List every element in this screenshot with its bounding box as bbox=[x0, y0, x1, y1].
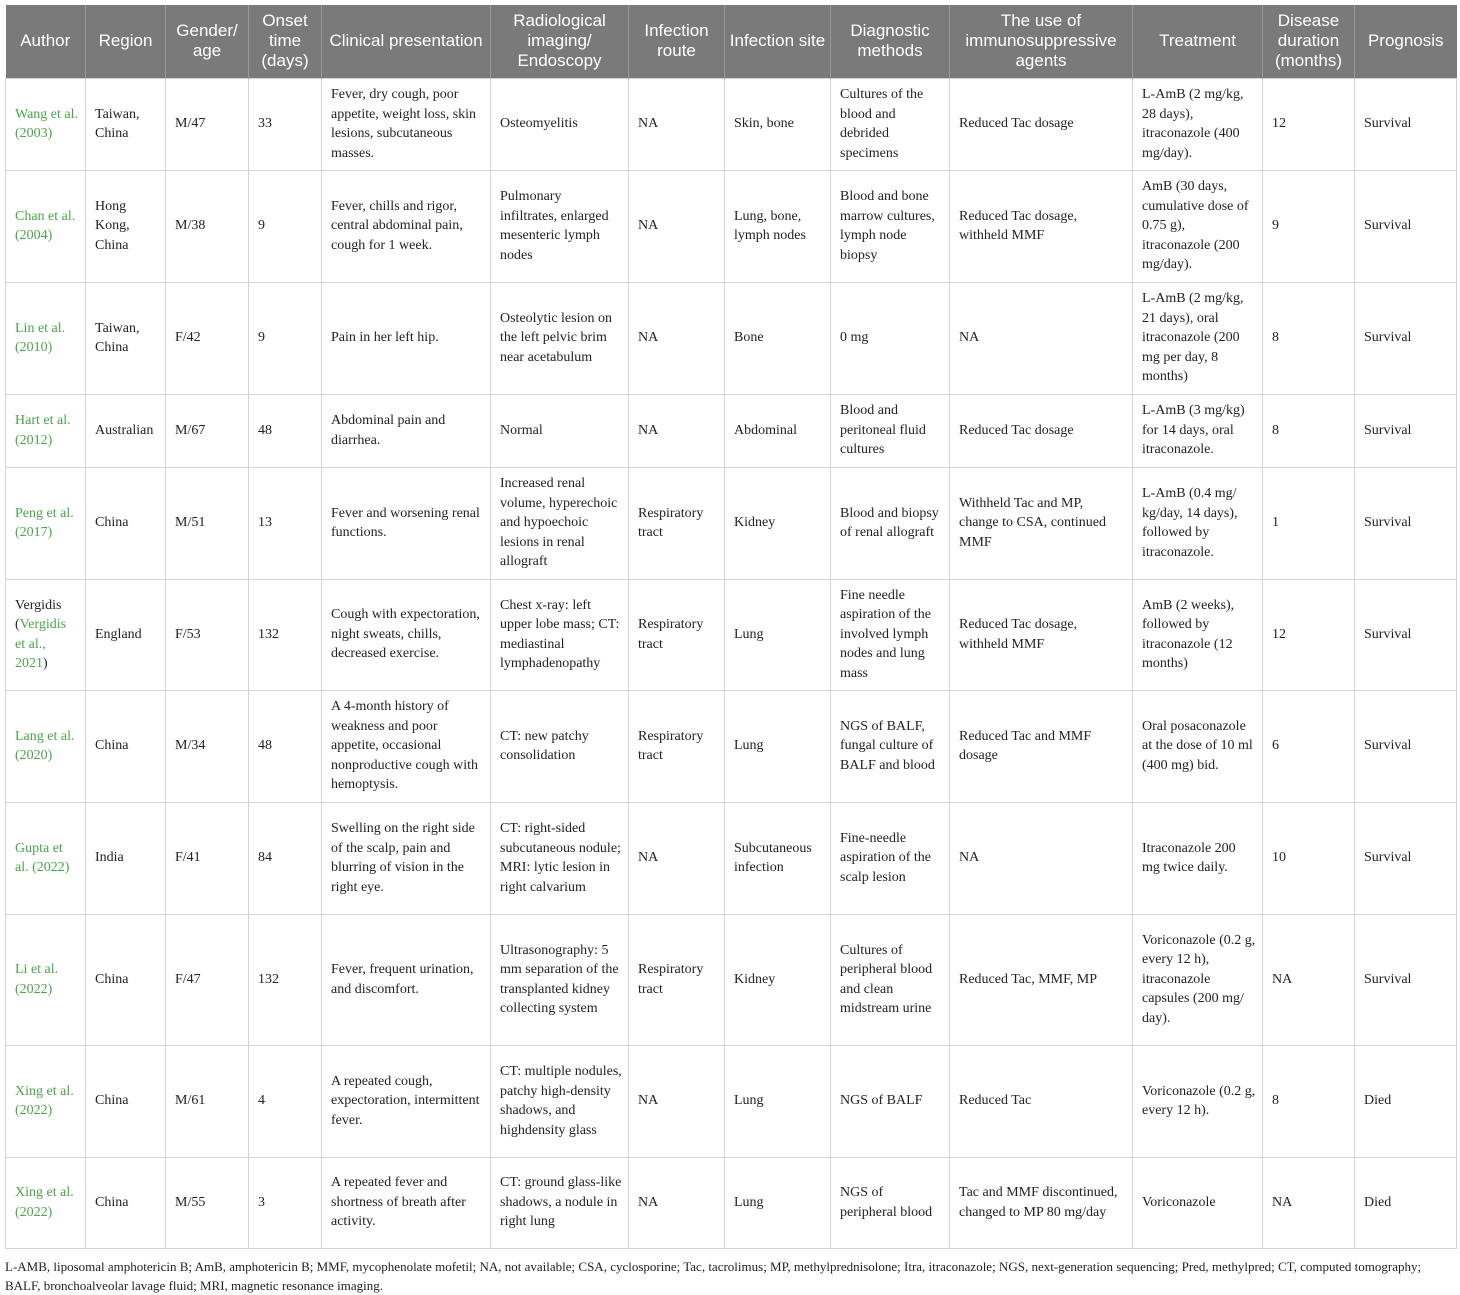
gender-age-cell: M/47 bbox=[166, 78, 249, 170]
route-cell: NA bbox=[629, 78, 725, 170]
author-citation-link[interactable]: Peng et al. (2017) bbox=[15, 505, 74, 540]
diagnostic-cell: Cultures of the blood and debrided specimens bbox=[831, 78, 950, 170]
gender-age-cell: F/53 bbox=[166, 579, 249, 690]
onset-cell: 4 bbox=[249, 1045, 322, 1157]
onset-cell: 84 bbox=[249, 802, 322, 914]
table-row bbox=[6, 78, 1457, 170]
clinical-cell: A repeated cough, expectoration, intermittent fever. bbox=[322, 1045, 491, 1157]
author-citation-link[interactable]: Li et al. (2022) bbox=[15, 962, 59, 997]
table-row bbox=[6, 914, 1457, 1045]
route-cell: NA bbox=[629, 1045, 725, 1157]
immuno-cell: Tac and MMF discontinued, changed to MP 80 mg/day bbox=[950, 1157, 1133, 1248]
imaging-cell: Pulmonary infiltrates, enlarged mesenteric lymph nodes bbox=[491, 170, 629, 282]
author-cell bbox=[6, 394, 86, 467]
site-cell: Skin, bone bbox=[725, 78, 831, 170]
route-cell: NA bbox=[629, 1157, 725, 1248]
treatment-cell: L-AmB (0.4 mg/ kg/day, 14 days), followed by itraconazole. bbox=[1133, 467, 1263, 579]
onset-cell: 3 bbox=[249, 1157, 322, 1248]
author-name: Vergidis ( bbox=[15, 597, 62, 632]
region-cell: China bbox=[86, 1045, 166, 1157]
table-row bbox=[6, 690, 1457, 802]
onset-cell: 132 bbox=[249, 579, 322, 690]
diagnostic-cell: NGS of BALF, fungal culture of BALF and blood bbox=[831, 690, 950, 802]
gender-age-cell: M/67 bbox=[166, 394, 249, 467]
region-cell: China bbox=[86, 690, 166, 802]
treatment-cell: AmB (30 days, cumulative dose of 0.75 g), itraconazole (200 mg/day). bbox=[1133, 170, 1263, 282]
author-citation-link[interactable]: Gupta et al. (2022) bbox=[15, 840, 70, 875]
region-cell: China bbox=[86, 467, 166, 579]
author-cell bbox=[6, 690, 86, 802]
gender-age-cell: M/51 bbox=[166, 467, 249, 579]
author-citation-link[interactable]: Xing et al. (2022) bbox=[15, 1083, 74, 1118]
table-row bbox=[6, 394, 1457, 467]
header-radiological-imaging: Radiological imaging/ Endoscopy bbox=[491, 5, 629, 78]
duration-cell: 9 bbox=[1263, 170, 1355, 282]
prognosis-cell: Survival bbox=[1355, 394, 1457, 467]
diagnostic-cell: NGS of peripheral blood bbox=[831, 1157, 950, 1248]
gender-age-cell: F/42 bbox=[166, 282, 249, 394]
header-region: Region bbox=[86, 5, 166, 78]
clinical-cell: Swelling on the right side of the scalp, pain and blurring of vision in the right eye. bbox=[322, 802, 491, 914]
route-cell: Respiratory tract bbox=[629, 579, 725, 690]
immuno-cell: NA bbox=[950, 282, 1133, 394]
immuno-cell: Reduced Tac dosage bbox=[950, 394, 1133, 467]
diagnostic-cell: 0 mg bbox=[831, 282, 950, 394]
table-row bbox=[6, 1045, 1457, 1157]
duration-cell: NA bbox=[1263, 914, 1355, 1045]
table-row bbox=[6, 467, 1457, 579]
clinical-cell: A repeated fever and shortness of breath after activity. bbox=[322, 1157, 491, 1248]
route-cell: Respiratory tract bbox=[629, 467, 725, 579]
imaging-cell: CT: multiple nodules, patchy high-density shadows, and highdensity glass bbox=[491, 1045, 629, 1157]
prognosis-cell: Survival bbox=[1355, 467, 1457, 579]
table-row bbox=[6, 579, 1457, 690]
diagnostic-cell: NGS of BALF bbox=[831, 1045, 950, 1157]
duration-cell: 1 bbox=[1263, 467, 1355, 579]
author-cell bbox=[6, 1045, 86, 1157]
diagnostic-cell: Blood and bone marrow cultures, lymph node biopsy bbox=[831, 170, 950, 282]
author-cell bbox=[6, 802, 86, 914]
treatment-cell: Voriconazole bbox=[1133, 1157, 1263, 1248]
immuno-cell: NA bbox=[950, 802, 1133, 914]
table-footnote: L-AMB, liposomal amphotericin B; AmB, amphotericin B; MMF, mycophenolate mofetil; NA, not available; CSA, cyclosporine; Tac, tacrolimus; MP, methylprednisolone; Itra, itraconazole; NGS, next-generation sequencing; Pred, methylpred; CT, computed tomography; BALF, bronchoalveolar lavage fluid; MRI, magnetic resonance imaging. bbox=[5, 1259, 1422, 1293]
onset-cell: 48 bbox=[249, 690, 322, 802]
site-cell: Lung bbox=[725, 579, 831, 690]
header-author: Author bbox=[6, 5, 86, 78]
duration-cell: 12 bbox=[1263, 78, 1355, 170]
immuno-cell: Withheld Tac and MP, change to CSA, continued MMF bbox=[950, 467, 1133, 579]
clinical-cell: Fever, frequent urination, and discomfort. bbox=[322, 914, 491, 1045]
header-infection-route: Infection route bbox=[629, 5, 725, 78]
clinical-cell: Fever, chills and rigor, central abdominal pain, cough for 1 week. bbox=[322, 170, 491, 282]
onset-cell: 13 bbox=[249, 467, 322, 579]
gender-age-cell: F/41 bbox=[166, 802, 249, 914]
route-cell: NA bbox=[629, 394, 725, 467]
region-cell: Australian bbox=[86, 394, 166, 467]
header-infection-site: Infection site bbox=[725, 5, 831, 78]
author-cell bbox=[6, 914, 86, 1045]
duration-cell: NA bbox=[1263, 1157, 1355, 1248]
header-disease-duration: Disease duration (months) bbox=[1263, 5, 1355, 78]
duration-cell: 6 bbox=[1263, 690, 1355, 802]
onset-cell: 48 bbox=[249, 394, 322, 467]
clinical-cell: Pain in her left hip. bbox=[322, 282, 491, 394]
header-clinical-presentation: Clinical presentation bbox=[322, 5, 491, 78]
treatment-cell: L-AmB (2 mg/kg, 28 days), itraconazole (400 mg/day). bbox=[1133, 78, 1263, 170]
duration-cell: 10 bbox=[1263, 802, 1355, 914]
treatment-cell: L-AmB (2 mg/kg, 21 days), oral itraconazole (200 mg per day, 8 months) bbox=[1133, 282, 1263, 394]
prognosis-cell: Survival bbox=[1355, 170, 1457, 282]
duration-cell: 8 bbox=[1263, 394, 1355, 467]
author-cell bbox=[6, 1157, 86, 1248]
region-cell: China bbox=[86, 1157, 166, 1248]
header-diagnostic-methods: Diagnostic methods bbox=[831, 5, 950, 78]
treatment-cell: Voriconazole (0.2 g, every 12 h), itraconazole capsules (200 mg/ day). bbox=[1133, 914, 1263, 1045]
region-cell: China bbox=[86, 914, 166, 1045]
site-cell: Subcutaneous infection bbox=[725, 802, 831, 914]
diagnostic-cell: Cultures of peripheral blood and clean midstream urine bbox=[831, 914, 950, 1045]
duration-cell: 8 bbox=[1263, 1045, 1355, 1157]
site-cell: Kidney bbox=[725, 914, 831, 1045]
treatment-cell: Voriconazole (0.2 g, every 12 h). bbox=[1133, 1045, 1263, 1157]
route-cell: NA bbox=[629, 802, 725, 914]
case-table bbox=[5, 5, 1457, 1249]
prognosis-cell: Survival bbox=[1355, 690, 1457, 802]
site-cell: Lung bbox=[725, 1045, 831, 1157]
gender-age-cell: M/38 bbox=[166, 170, 249, 282]
author-cell bbox=[6, 579, 86, 690]
immuno-cell: Reduced Tac dosage, withheld MMF bbox=[950, 579, 1133, 690]
author-citation-link[interactable]: Lin et al. (2010) bbox=[15, 320, 66, 355]
route-cell: NA bbox=[629, 282, 725, 394]
clinical-cell: A 4-month history of weakness and poor appetite, occasional nonproductive cough with hemoptysis. bbox=[322, 690, 491, 802]
immuno-cell: Reduced Tac dosage, withheld MMF bbox=[950, 170, 1133, 282]
diagnostic-cell: Fine-needle aspiration of the scalp lesion bbox=[831, 802, 950, 914]
clinical-cell: Cough with expectoration, night sweats, chills, decreased exercise. bbox=[322, 579, 491, 690]
author-close-paren: ) bbox=[43, 656, 48, 671]
treatment-cell: Itraconazole 200 mg twice daily. bbox=[1133, 802, 1263, 914]
table-row bbox=[6, 282, 1457, 394]
header-prognosis: Prognosis bbox=[1355, 5, 1457, 78]
gender-age-cell: F/47 bbox=[166, 914, 249, 1045]
author-citation-link[interactable]: Lang et al. (2020) bbox=[15, 728, 75, 763]
treatment-cell: Oral posaconazole at the dose of 10 ml (400 mg) bid. bbox=[1133, 690, 1263, 802]
onset-cell: 9 bbox=[249, 170, 322, 282]
imaging-cell: CT: new patchy consolidation bbox=[491, 690, 629, 802]
header-immunosuppressive-agents: The use of immunosuppressive agents bbox=[950, 5, 1133, 78]
site-cell: Lung bbox=[725, 1157, 831, 1248]
header-row bbox=[6, 5, 1457, 78]
prognosis-cell: Survival bbox=[1355, 78, 1457, 170]
site-cell: Lung, bone, lymph nodes bbox=[725, 170, 831, 282]
site-cell: Abdominal bbox=[725, 394, 831, 467]
table-row bbox=[6, 802, 1457, 914]
region-cell: India bbox=[86, 802, 166, 914]
duration-cell: 12 bbox=[1263, 579, 1355, 690]
imaging-cell: Chest x-ray: left upper lobe mass; CT: mediastinal lymphadenopathy bbox=[491, 579, 629, 690]
onset-cell: 9 bbox=[249, 282, 322, 394]
route-cell: NA bbox=[629, 170, 725, 282]
immuno-cell: Reduced Tac dosage bbox=[950, 78, 1133, 170]
onset-cell: 132 bbox=[249, 914, 322, 1045]
gender-age-cell: M/55 bbox=[166, 1157, 249, 1248]
region-cell: Taiwan, China bbox=[86, 78, 166, 170]
region-cell: Taiwan, China bbox=[86, 282, 166, 394]
prognosis-cell: Died bbox=[1355, 1045, 1457, 1157]
site-cell: Kidney bbox=[725, 467, 831, 579]
clinical-cell: Fever and worsening renal functions. bbox=[322, 467, 491, 579]
prognosis-cell: Survival bbox=[1355, 914, 1457, 1045]
imaging-cell: Osteolytic lesion on the left pelvic brim near acetabulum bbox=[491, 282, 629, 394]
imaging-cell: Normal bbox=[491, 394, 629, 467]
immuno-cell: Reduced Tac and MMF dosage bbox=[950, 690, 1133, 802]
imaging-cell: Increased renal volume, hyperechoic and hypoechoic lesions in renal allograft bbox=[491, 467, 629, 579]
author-cell bbox=[6, 170, 86, 282]
imaging-cell: Osteomyelitis bbox=[491, 78, 629, 170]
site-cell: Lung bbox=[725, 690, 831, 802]
header-treatment: Treatment bbox=[1133, 5, 1263, 78]
diagnostic-cell: Blood and biopsy of renal allograft bbox=[831, 467, 950, 579]
author-citation-link[interactable]: Vergidis et al., 2021 bbox=[15, 617, 67, 671]
route-cell: Respiratory tract bbox=[629, 914, 725, 1045]
imaging-cell: Ultrasonography: 5 mm separation of the transplanted kidney collecting system bbox=[491, 914, 629, 1045]
author-cell bbox=[6, 282, 86, 394]
immuno-cell: Reduced Tac bbox=[950, 1045, 1133, 1157]
onset-cell: 33 bbox=[249, 78, 322, 170]
author-cell bbox=[6, 78, 86, 170]
prognosis-cell: Survival bbox=[1355, 579, 1457, 690]
table-row bbox=[6, 170, 1457, 282]
author-citation-link[interactable]: Xing et al. (2022) bbox=[15, 1185, 74, 1220]
site-cell: Bone bbox=[725, 282, 831, 394]
region-cell: Hong Kong, China bbox=[86, 170, 166, 282]
prognosis-cell: Survival bbox=[1355, 282, 1457, 394]
clinical-cell: Fever, dry cough, poor appetite, weight loss, skin lesions, subcutaneous masses. bbox=[322, 78, 491, 170]
imaging-cell: CT: ground glass-like shadows, a nodule in right lung bbox=[491, 1157, 629, 1248]
prognosis-cell: Survival bbox=[1355, 802, 1457, 914]
table-row bbox=[6, 1157, 1457, 1248]
header-gender-age: Gender/ age bbox=[166, 5, 249, 78]
diagnostic-cell: Blood and peritoneal fluid cultures bbox=[831, 394, 950, 467]
route-cell: Respiratory tract bbox=[629, 690, 725, 802]
header-onset-time: Onset time (days) bbox=[249, 5, 322, 78]
immuno-cell: Reduced Tac, MMF, MP bbox=[950, 914, 1133, 1045]
region-cell: England bbox=[86, 579, 166, 690]
duration-cell: 8 bbox=[1263, 282, 1355, 394]
prognosis-cell: Died bbox=[1355, 1157, 1457, 1248]
clinical-cell: Abdominal pain and diarrhea. bbox=[322, 394, 491, 467]
author-cell bbox=[6, 467, 86, 579]
treatment-cell: AmB (2 weeks), followed by itraconazole (12 months) bbox=[1133, 579, 1263, 690]
gender-age-cell: M/34 bbox=[166, 690, 249, 802]
treatment-cell: L-AmB (3 mg/kg) for 14 days, oral itraconazole. bbox=[1133, 394, 1263, 467]
imaging-cell: CT: right-sided subcutaneous nodule; MRI: lytic lesion in right calvarium bbox=[491, 802, 629, 914]
gender-age-cell: M/61 bbox=[166, 1045, 249, 1157]
author-citation-link[interactable]: Hart et al. (2012) bbox=[15, 413, 71, 448]
diagnostic-cell: Fine needle aspiration of the involved lymph nodes and lung mass bbox=[831, 579, 950, 690]
author-citation-link[interactable]: Wang et al. (2003) bbox=[15, 106, 79, 141]
author-citation-link[interactable]: Chan et al. (2004) bbox=[15, 208, 76, 243]
